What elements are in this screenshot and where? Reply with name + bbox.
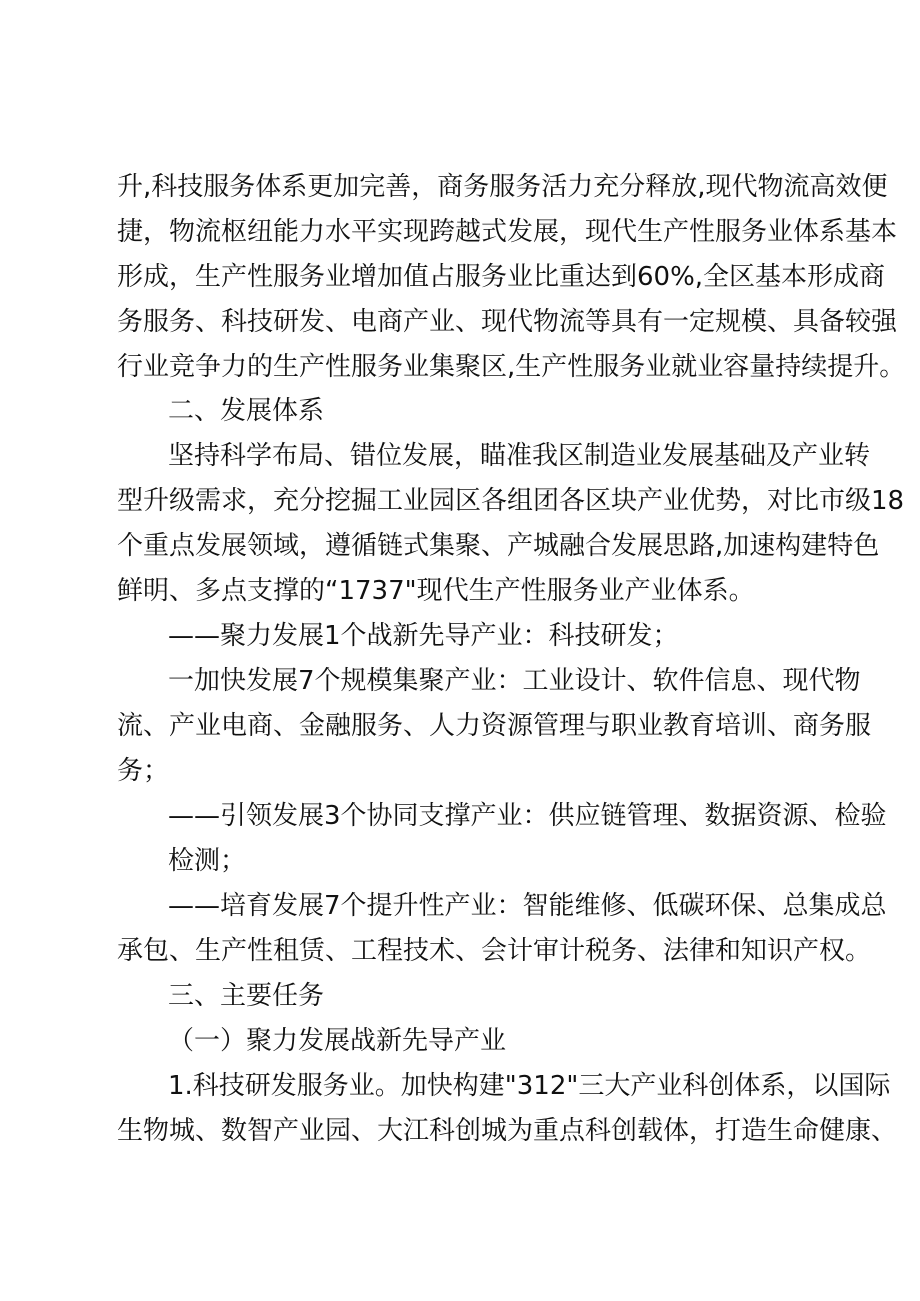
paragraph-line: 鲜明、多点支撑的“1737"现代生产性服务业产业体系。 (117, 576, 755, 606)
paragraph-line: 生物城、数智产业园、大江科创城为重点科创载体，打造生命健康、 (117, 1116, 898, 1146)
paragraph-line: 流、产业电商、金融服务、人力资源管理与职业教育培训、商务服 (117, 711, 872, 741)
list-item: ——聚力发展1个战新先导产业：科技研发； (168, 621, 679, 651)
paragraph-line: 形成，生产性服务业增加值占服务业比重达到60%,全区基本形成商 (117, 262, 886, 292)
paragraph-line: 型升级需求，充分挖掘工业园区各组团各区块产业优势，对比市级18 (117, 486, 905, 516)
paragraph-line: 捷，物流枢纽能力水平实现跨越式发展，现代生产性服务业体系基本 (117, 217, 898, 247)
list-item: ——引领发展3个协同支撑产业：供应链管理、数据资源、检验 (168, 801, 887, 831)
paragraph-line: 检测； (168, 846, 247, 876)
paragraph-line: 务服务、科技研发、电商产业、现代物流等具有一定规模、具备较强 (117, 307, 898, 337)
paragraph-line: 升,科技服务体系更加完善，商务服务活力充分释放,现代物流高效便 (117, 172, 888, 202)
paragraph-line: 行业竞争力的生产性服务业集聚区,生产性服务业就业容量持续提升。 (117, 352, 906, 382)
paragraph-line: 坚持科学布局、错位发展，瞄准我区制造业发展基础及产业转 (168, 441, 871, 471)
paragraph-line: 1.科技研发服务业。加快构建"312"三大产业科创体系，以国际 (168, 1071, 891, 1101)
section-heading: 二、发展体系 (168, 396, 325, 426)
subsection-heading: （一）聚力发展战新先导产业 (168, 1026, 507, 1056)
paragraph-line: 务； (117, 756, 170, 786)
list-item: 一加快发展7个规模集聚产业：工业设计、软件信息、现代物 (168, 666, 861, 696)
paragraph-line: 个重点发展领域，遵循链式集聚、产城融合发展思路,加速构建特色 (117, 531, 880, 561)
list-item: ——培育发展7个提升性产业：智能维修、低碳环保、总集成总 (168, 891, 887, 921)
section-heading: 三、主要任务 (168, 981, 325, 1011)
paragraph-line: 承包、生产性租赁、工程技术、会计审计税务、法律和知识产权。 (117, 936, 872, 966)
